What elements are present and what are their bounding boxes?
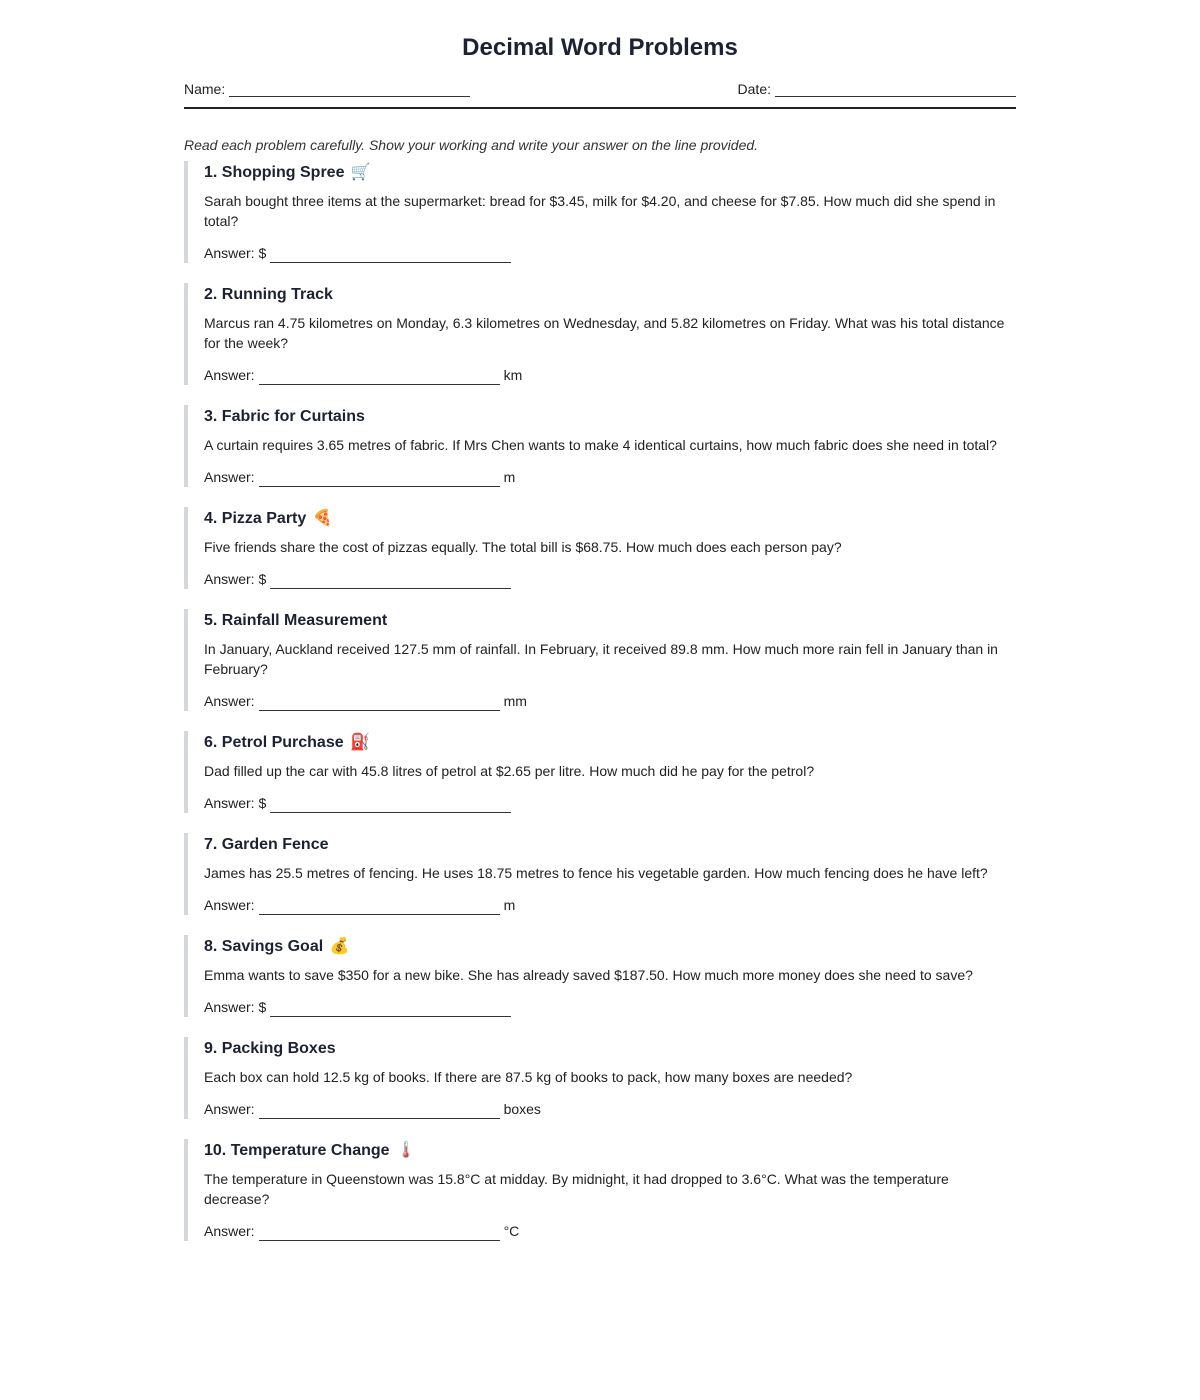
- answer-unit: m: [503, 897, 516, 913]
- problem-title-text: 4. Pizza Party: [204, 510, 307, 527]
- answer-unit: km: [503, 367, 523, 383]
- problem-item: [184, 1139, 1016, 1241]
- problem-text: Sarah bought three items at the supermarket: bread for $3.45, milk for $4.20, and cheese for $7.85. How much did she spend in total?: [204, 193, 996, 229]
- problem-text: A curtain requires 3.65 metres of fabric. If Mrs Chen wants to make 4 identical curtains, how much fabric does she need in total?: [204, 437, 997, 453]
- answer-label: Answer:: [204, 1101, 255, 1117]
- problem-title-text: 6. Petrol Purchase: [204, 734, 344, 751]
- answer-label: Answer:: [204, 367, 255, 383]
- worksheet-page: [184, 0, 1016, 1241]
- answer-label: Answer: $: [204, 795, 267, 811]
- answer-unit: m: [503, 469, 516, 485]
- answer-label: Answer:: [204, 1223, 255, 1239]
- answer-row: [204, 793, 1016, 813]
- answer-label: Answer: $: [204, 245, 267, 261]
- answer-unit: °C: [503, 1223, 520, 1239]
- problem-text: James has 25.5 metres of fencing. He uses 18.75 metres to fence his vegetable garden. How much fencing does he have left?: [204, 865, 988, 881]
- problem-title: [204, 1037, 1016, 1061]
- problem-title-text: 5. Rainfall Measurement: [204, 612, 388, 629]
- problem-title: [204, 507, 1016, 531]
- problem-text: Emma wants to save $350 for a new bike. She has already saved $187.50. How much more money does she need to save?: [204, 967, 973, 983]
- problem-item: [184, 833, 1016, 915]
- problem-emoji-icon: 🛒: [350, 164, 371, 181]
- problem-emoji-icon: 🍕: [312, 510, 333, 527]
- answer-input-line[interactable]: [259, 1102, 500, 1119]
- problem-title-text: 8. Savings Goal: [204, 938, 324, 955]
- problem-text: Each box can hold 12.5 kg of books. If there are 87.5 kg of books to pack, how many boxes are needed?: [204, 1069, 853, 1085]
- problem-list: [184, 161, 1016, 1241]
- problem-title: [204, 405, 1016, 429]
- answer-row: [204, 569, 1016, 589]
- problem-title: [204, 833, 1016, 857]
- problem-text: Five friends share the cost of pizzas equally. The total bill is $68.75. How much does each person pay?: [204, 539, 842, 555]
- date-field: [738, 81, 1016, 97]
- problem-title: [204, 731, 1016, 755]
- problem-item: [184, 731, 1016, 813]
- problem-emoji-icon: 💰: [329, 938, 350, 955]
- answer-input-line[interactable]: [270, 246, 511, 263]
- problem-item: [184, 405, 1016, 487]
- problem-title-text: 1. Shopping Spree: [204, 164, 345, 181]
- answer-input-line[interactable]: [270, 796, 511, 813]
- answer-label: Answer:: [204, 469, 255, 485]
- answer-row: [204, 365, 1016, 385]
- answer-unit: mm: [503, 693, 527, 709]
- date-label: Date:: [737, 81, 771, 97]
- answer-input-line[interactable]: [259, 470, 500, 487]
- problem-item: [184, 161, 1016, 263]
- problem-item: [184, 935, 1016, 1017]
- date-input-line[interactable]: [775, 81, 1016, 97]
- student-info-header: [184, 81, 1016, 109]
- answer-unit: boxes: [503, 1101, 541, 1117]
- problem-title-text: 7. Garden Fence: [204, 836, 329, 853]
- problem-title: [204, 935, 1016, 959]
- answer-row: [204, 243, 1016, 263]
- answer-input-line[interactable]: [259, 898, 500, 915]
- problem-text: Dad filled up the car with 45.8 litres of petrol at $2.65 per litre. How much did he pay for the petrol?: [204, 763, 815, 779]
- problem-emoji-icon: 🌡️: [396, 1142, 416, 1159]
- answer-label: Answer: $: [204, 571, 267, 587]
- problem-text: The temperature in Queenstown was 15.8°C at midday. By midnight, it had dropped to 3.6°C. What was the temperature decrease?: [204, 1171, 949, 1207]
- name-field: [184, 81, 470, 97]
- problem-item: [184, 1037, 1016, 1119]
- problem-emoji-icon: ⛽: [350, 734, 370, 751]
- answer-label: Answer:: [204, 693, 255, 709]
- problem-title-text: 3. Fabric for Curtains: [204, 408, 365, 425]
- answer-row: [204, 1221, 1016, 1241]
- answer-input-line[interactable]: [270, 572, 511, 589]
- answer-row: [204, 1099, 1016, 1119]
- answer-label: Answer: $: [204, 999, 267, 1015]
- name-label: Name:: [184, 81, 226, 97]
- problem-text: In January, Auckland received 127.5 mm of rainfall. In February, it received 89.8 mm. How much more rain fell in January than in February?: [204, 641, 998, 677]
- problem-item: [184, 283, 1016, 385]
- problem-title: [204, 283, 1016, 307]
- answer-row: [204, 467, 1016, 487]
- page-title: Decimal Word Problems: [462, 34, 738, 61]
- problem-title: [204, 609, 1016, 633]
- problem-text: Marcus ran 4.75 kilometres on Monday, 6.3 kilometres on Wednesday, and 5.82 kilometres on Friday. What was his total distance for the week?: [204, 315, 1005, 351]
- answer-row: [204, 691, 1016, 711]
- problem-item: [184, 507, 1016, 589]
- answer-input-line[interactable]: [259, 694, 500, 711]
- answer-input-line[interactable]: [259, 1224, 500, 1241]
- problem-title-text: 9. Packing Boxes: [204, 1040, 336, 1057]
- instructions: Read each problem carefully. Show your working and write your answer on the line provided.: [184, 137, 759, 153]
- answer-label: Answer:: [204, 897, 255, 913]
- answer-input-line[interactable]: [259, 368, 500, 385]
- problem-title-text: 2. Running Track: [204, 286, 333, 303]
- problem-title-text: 10. Temperature Change: [204, 1142, 390, 1159]
- name-input-line[interactable]: [229, 81, 470, 97]
- answer-row: [204, 895, 1016, 915]
- answer-row: [204, 997, 1016, 1017]
- answer-input-line[interactable]: [270, 1000, 511, 1017]
- problem-item: [184, 609, 1016, 711]
- problem-title: [204, 161, 1016, 185]
- problem-title: [204, 1139, 1016, 1163]
